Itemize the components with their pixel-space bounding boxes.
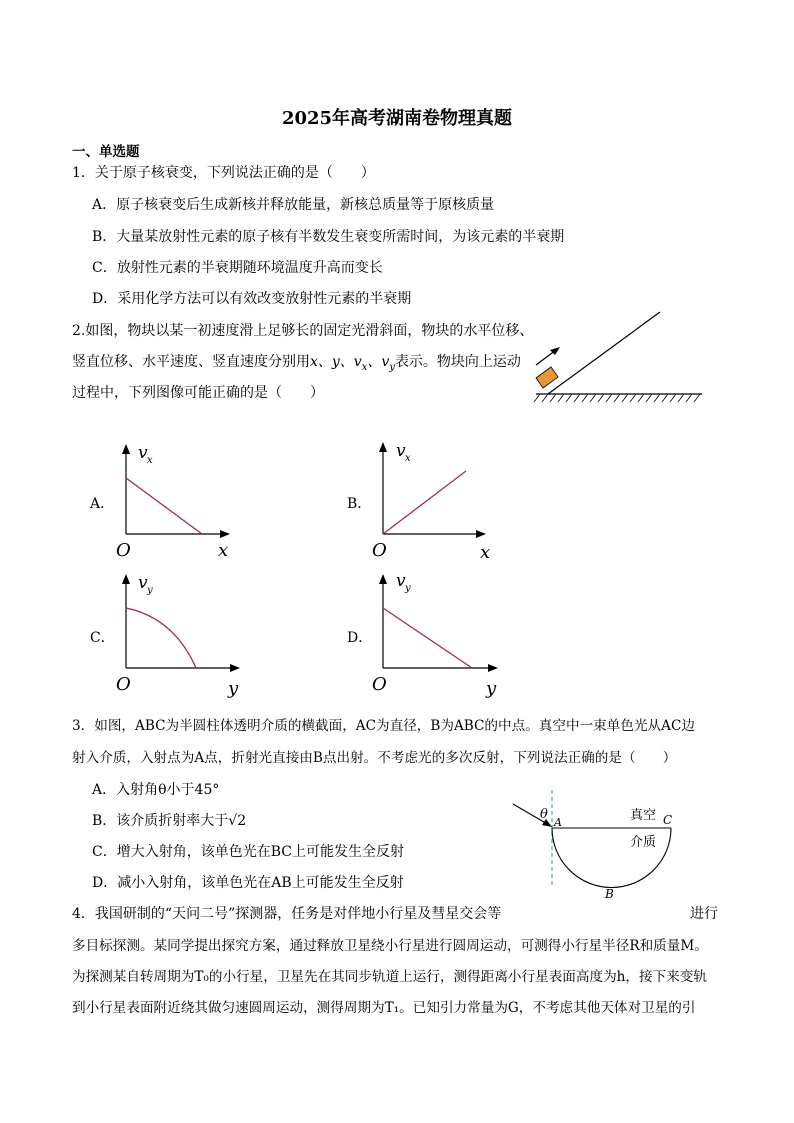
graph-c-vsub: y xyxy=(147,585,153,596)
q3-option-a: A．入射角θ小于45° xyxy=(92,782,220,798)
q3-line2: 射入介质，入射点为A点，折射光直接由B点出射。不考虑光的多次反射，下列说法正确的是（ ） xyxy=(72,750,677,766)
graph-c-vlabel: v xyxy=(138,573,148,593)
medium-label: 介质 xyxy=(630,835,657,850)
q1-option-b: B．大量某放射性元素的原子核有半数发生衰变所需时间，为该元素的半衰期 xyxy=(92,229,565,245)
point-c-label: C xyxy=(663,813,673,827)
incline-figure xyxy=(528,308,708,413)
q2-line3: 过程中，下列图像可能正确的是（ ） xyxy=(72,385,324,401)
graph-a-vlabel: v xyxy=(138,443,148,463)
q1-option-a: A．原子核衰变后生成新核并释放能量，新核总质量等于原核质量 xyxy=(92,197,495,213)
graph-a-label: A． xyxy=(90,496,115,512)
graph-a-vsub: x xyxy=(147,455,153,466)
graph-c-origin: O xyxy=(116,674,131,695)
q4-line4: 到小行星表面附近绕其做匀速圆周运动，测得周期为T₁。已知引力常量为G，不考虑其他天体对卫星的引 xyxy=(72,1000,696,1016)
q4-line2: 多目标探测。某同学提出探究方案，通过释放卫星绕小行星进行圆周运动，可测得小行星半径R和质量M。 xyxy=(72,938,708,954)
graph-b-axis: x xyxy=(480,542,491,563)
graph-b-vlabel: v xyxy=(396,441,406,461)
graph-d-vsub: y xyxy=(405,583,411,594)
graph-c-curve xyxy=(126,608,196,668)
vacuum-label: 真空 xyxy=(630,808,657,823)
graph-d-line xyxy=(383,608,472,668)
graph-a-axis: x xyxy=(218,540,229,561)
semicircle-figure xyxy=(505,790,685,910)
graph-a xyxy=(110,440,240,565)
ground-hatch xyxy=(534,394,700,402)
point-b-label: B xyxy=(605,887,614,901)
block xyxy=(536,367,558,388)
q1-stem: 1．关于原子核衰变，下列说法正确的是（ ） xyxy=(72,165,375,181)
q2-line2: 竖直位移、水平速度、竖直速度分别用x、y、$v_x$、$v_y$表示。物块向上运动 xyxy=(72,354,521,373)
graph-c-label: C． xyxy=(90,630,115,646)
graph-d-axis: y xyxy=(486,678,497,699)
q2-line1: 2.如图，物块以某一初速度滑上足够长的固定光滑斜面，物块的水平位移、 xyxy=(72,323,534,339)
graph-a-origin: O xyxy=(116,540,131,561)
graph-b-vsub: x xyxy=(405,453,411,464)
page-title: 2025年高考湖南卷物理真题 xyxy=(281,108,513,129)
graph-d-vlabel: v xyxy=(396,571,406,591)
q1-option-d: D．采用化学方法可以有效改变放射性元素的半衰期 xyxy=(92,291,412,307)
graph-c-axis: y xyxy=(228,678,239,699)
section-heading: 一、单选题 xyxy=(72,144,140,160)
graph-d xyxy=(366,568,506,700)
graph-b-label: B． xyxy=(347,496,372,512)
incline-line xyxy=(548,312,660,394)
q4-line1a: 4．我国研制的“天问二号”探测器，任务是对伴地小行星及彗星交会等 xyxy=(72,906,502,922)
q3-line1: 3．如图，ABC为半圆柱体透明介质的横截面，AC为直径，B为ABC的中点。真空中一束单色光从AC边 xyxy=(72,718,695,734)
graph-a-line xyxy=(126,478,202,534)
point-a-label: A xyxy=(554,816,562,829)
graph-b-origin: O xyxy=(372,540,387,561)
q4-line1b: 进行 xyxy=(690,906,718,922)
graph-c xyxy=(110,568,245,700)
q3-option-b: B．该介质折射率大于√2 xyxy=(92,813,247,829)
q1-option-c: C．放射性元素的半衰期随环境温度升高而变长 xyxy=(92,260,383,276)
graph-d-label: D． xyxy=(347,630,373,646)
q3-option-d: D．减小入射角，该单色光在AB上可能发生全反射 xyxy=(92,875,404,891)
q3-option-c: C．增大入射角，该单色光在BC上可能发生全反射 xyxy=(92,844,404,860)
theta-label: θ xyxy=(540,807,548,822)
graph-b-line xyxy=(383,471,466,534)
graph-b xyxy=(366,436,501,566)
q4-line3: 为探测某自转周期为T₀的小行星，卫星先在其同步轨道上运行，测得距离小行星表面高度为h，接下来变轨 xyxy=(72,969,707,985)
graph-d-origin: O xyxy=(372,674,387,695)
